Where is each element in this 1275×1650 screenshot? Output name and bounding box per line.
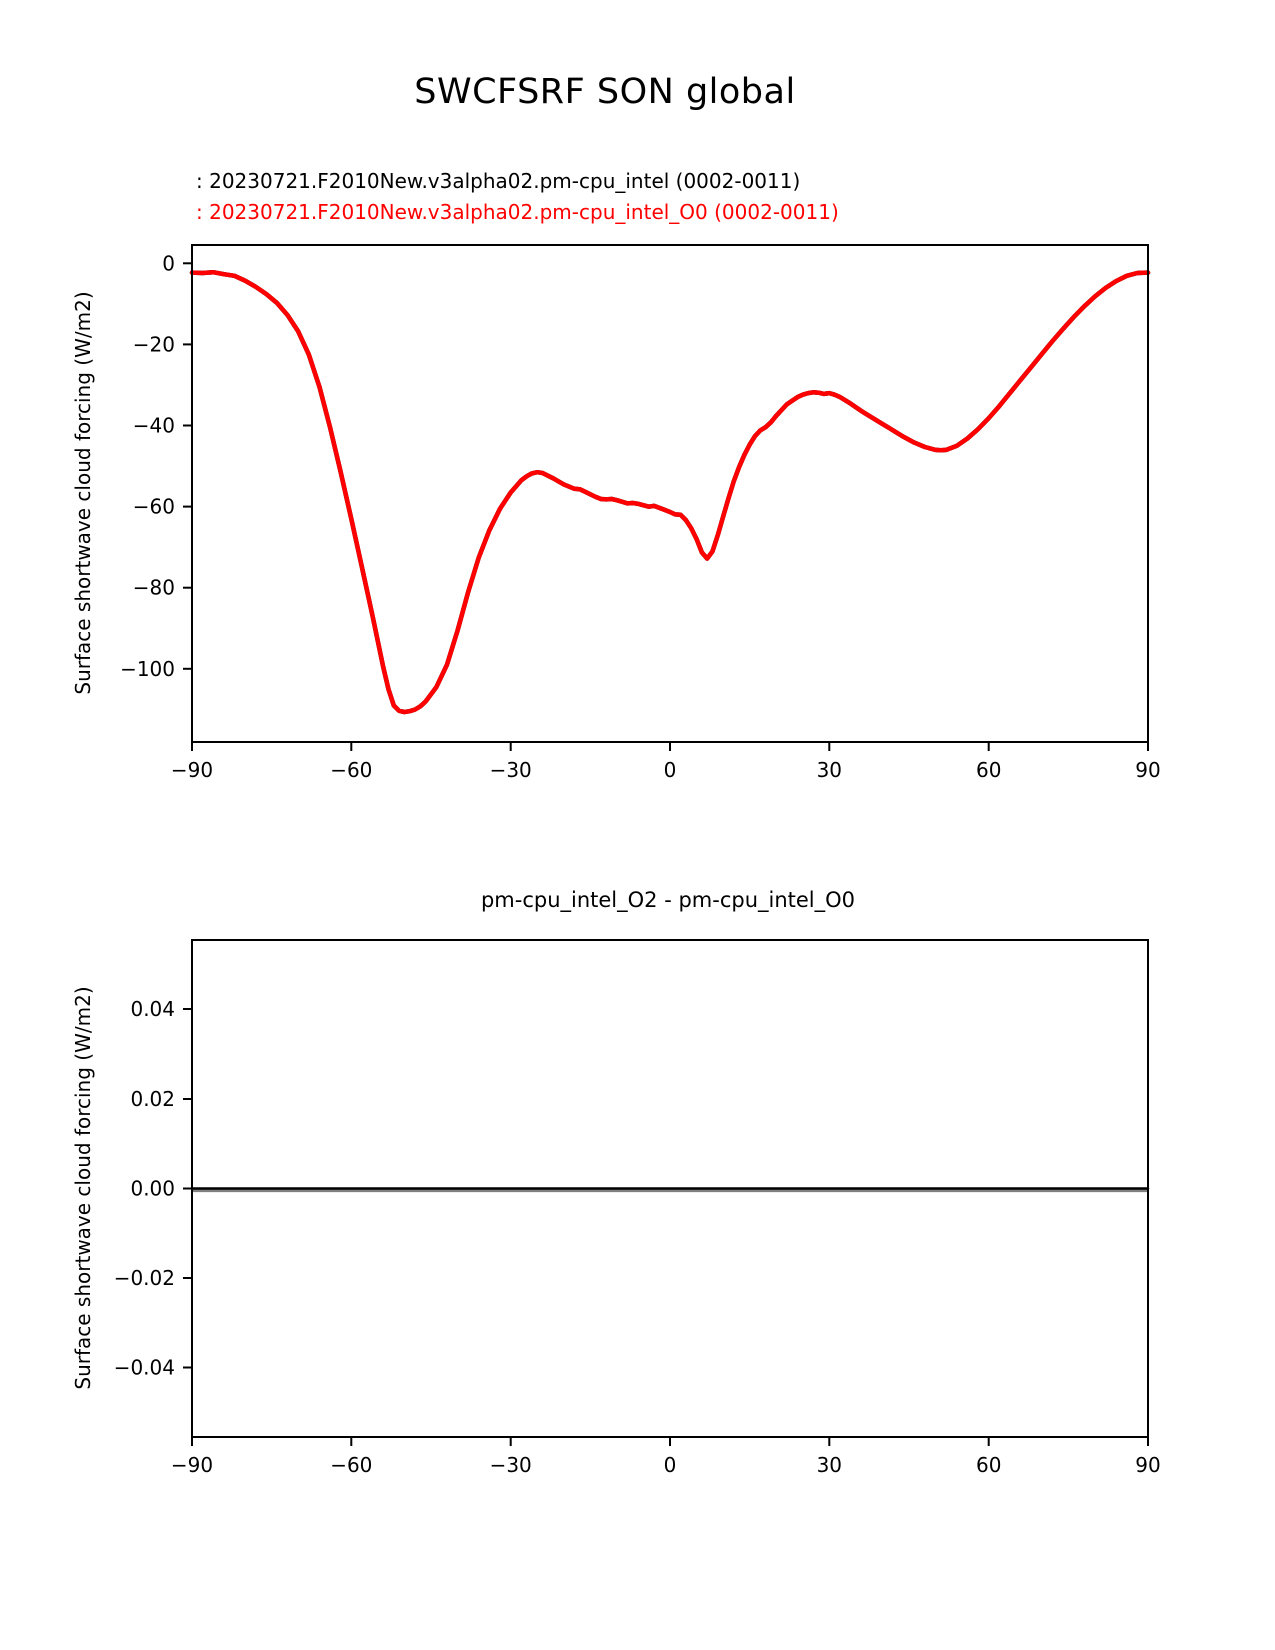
bottom-y-tick-labels xyxy=(114,997,175,1380)
tick-label: 0.04 xyxy=(130,997,175,1021)
bottom-chart xyxy=(0,860,1275,1520)
bottom-y-tick-marks xyxy=(183,1009,192,1368)
tick-label: 90 xyxy=(1135,758,1161,782)
legend xyxy=(196,166,839,228)
tick-label: −90 xyxy=(170,1453,214,1477)
legend-entry-model-a: : 20230721.F2010New.v3alpha02.pm-cpu_intel (0002-0011) xyxy=(196,169,801,193)
top-chart xyxy=(0,232,1275,832)
bottom-y-axis-label: Surface shortwave cloud forcing (W/m2) xyxy=(71,986,95,1390)
tick-label: 0 xyxy=(162,251,175,276)
tick-label: 0 xyxy=(663,758,677,782)
tick-label: −20 xyxy=(132,332,175,357)
tick-label: 60 xyxy=(975,758,1002,782)
bottom-x-tick-labels xyxy=(171,1453,1161,1477)
tick-label: 0 xyxy=(663,1453,677,1477)
tick-label: −80 xyxy=(132,575,175,600)
series-line-pm-cpu-intel xyxy=(192,272,1148,712)
tick-label: 30 xyxy=(816,1453,843,1477)
bottom-x-tick-marks xyxy=(192,1437,1148,1446)
tick-label: −60 xyxy=(132,494,175,519)
tick-label: −0.02 xyxy=(113,1266,175,1290)
top-y-axis-label: Surface shortwave cloud forcing (W/m2) xyxy=(71,291,95,695)
tick-label: −0.04 xyxy=(113,1355,175,1380)
top-series-group xyxy=(192,272,1148,712)
tick-label: −30 xyxy=(489,758,532,782)
tick-label: 0.02 xyxy=(130,1087,175,1111)
tick-label: −90 xyxy=(170,758,214,782)
top-x-tick-labels xyxy=(171,758,1161,782)
tick-label: −60 xyxy=(330,758,373,782)
tick-label: −100 xyxy=(120,656,175,681)
tick-label: 60 xyxy=(975,1453,1002,1477)
top-x-tick-marks xyxy=(192,742,1148,751)
tick-label: −30 xyxy=(489,1453,532,1477)
tick-label: 0.00 xyxy=(130,1176,175,1201)
top-y-tick-marks xyxy=(183,263,192,669)
bottom-chart-title: pm-cpu_intel_O2 - pm-cpu_intel_O0 xyxy=(480,888,856,912)
top-y-tick-labels xyxy=(120,251,175,681)
page-title: SWCFSRF SON global xyxy=(414,72,796,112)
tick-label: −60 xyxy=(330,1453,373,1477)
top-plot-frame xyxy=(192,245,1148,742)
legend-entry-model-b: : 20230721.F2010New.v3alpha02.pm-cpu_intel_O0 (0002-0011) xyxy=(196,200,839,224)
series-line-pm-cpu-intel-o0 xyxy=(192,272,1148,712)
tick-label: 90 xyxy=(1135,1453,1161,1477)
tick-label: 30 xyxy=(816,758,843,782)
tick-label: −40 xyxy=(132,413,175,438)
